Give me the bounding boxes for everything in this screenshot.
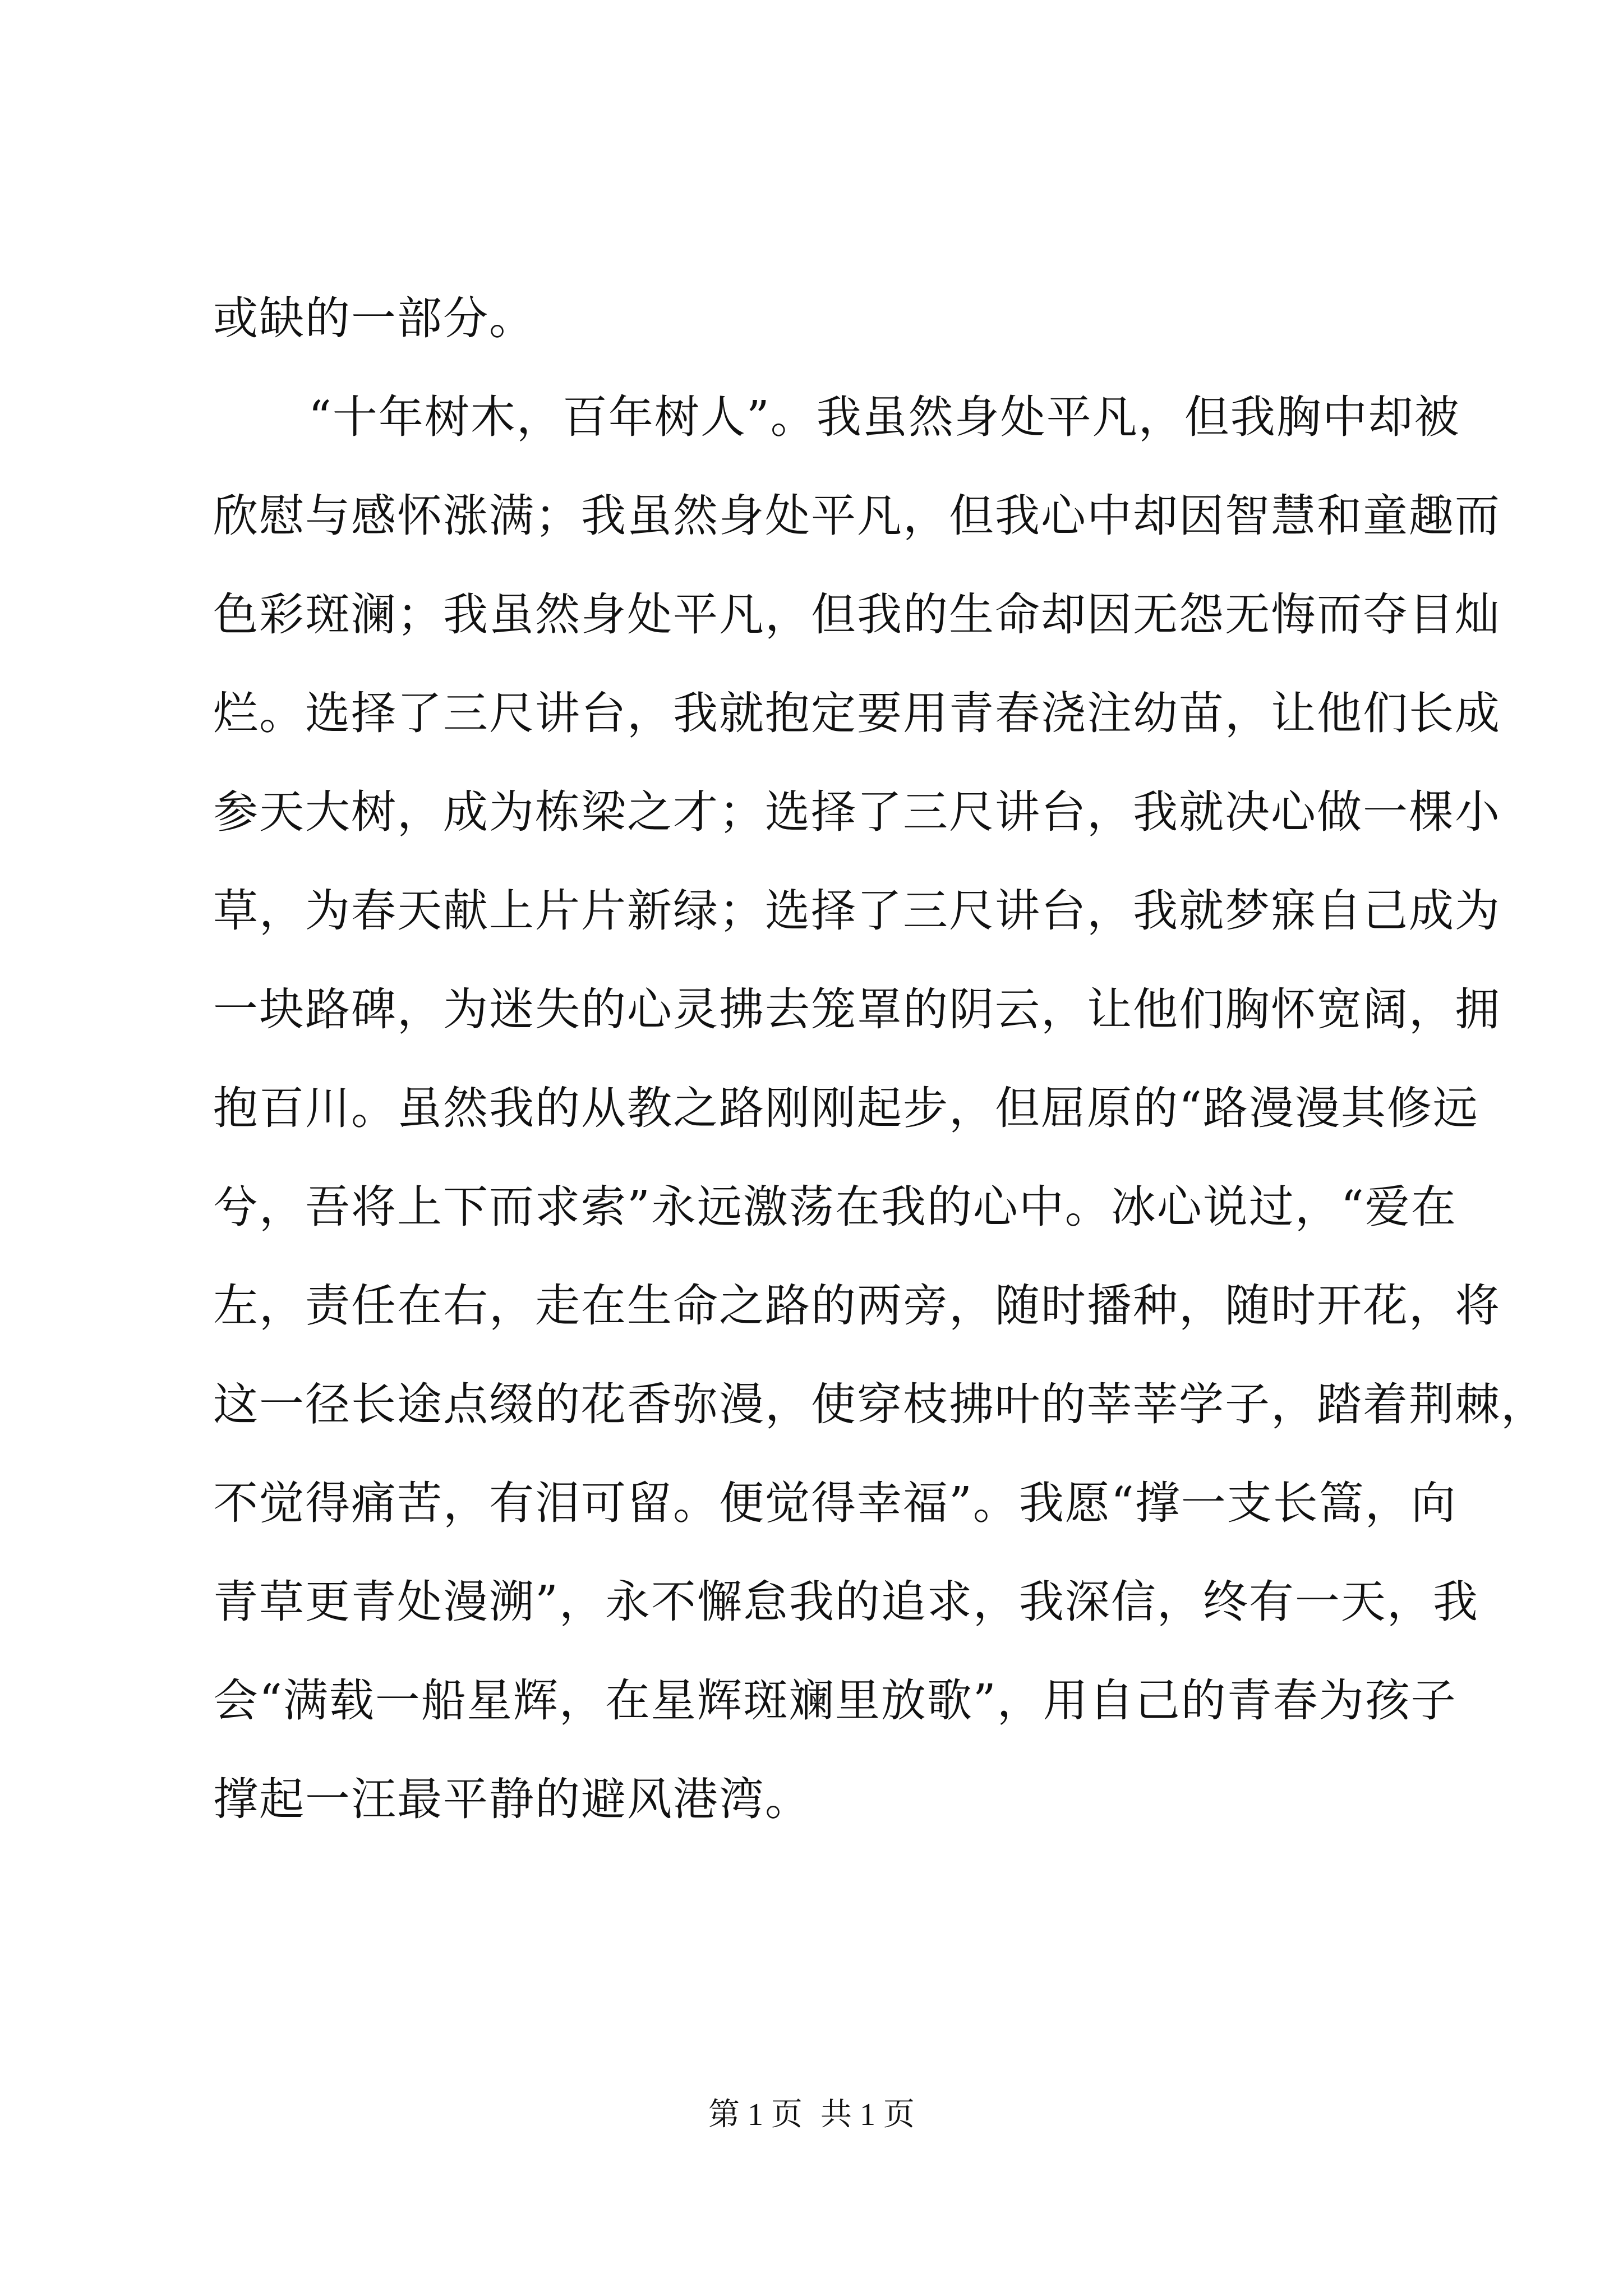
- paragraph-first-line: “十年树木，百年树人”。我虽然身处平凡，但我胸中却被: [308, 391, 1460, 443]
- text-line: 欣慰与感怀涨满；我虽然身处平凡，但我心中却因智慧和童趣而: [213, 490, 1501, 542]
- document-body: [213, 269, 1547, 1849]
- text-line: 左，责任在右，走在生命之路的两旁，随时播种，随时开花，将: [213, 1280, 1501, 1332]
- text-line: 撑起一汪最平静的避风港湾。: [213, 1773, 811, 1825]
- text-line: 会“满载一船星辉，在星辉斑斓里放歌”，用自己的青春为孩子: [213, 1674, 1457, 1727]
- text-line: 或缺的一部分。: [213, 292, 535, 344]
- text-line: 青草更青处漫溯”，永不懈怠我的追求，我深信，终有一天，我: [213, 1576, 1479, 1628]
- text-line: 这一径长途点缀的花香弥漫，使穿枝拂叶的莘莘学子，踏着荆棘，: [213, 1378, 1547, 1430]
- text-line: 兮，吾将上下而求索”永远激荡在我的心中。冰心说过，“爱在: [213, 1181, 1457, 1233]
- text-line: 草，为春天献上片片新绿；选择了三尺讲台，我就梦寐自己成为: [213, 885, 1501, 937]
- text-line: 色彩斑澜；我虽然身处平凡，但我的生命却因无怨无悔而夺目灿: [213, 588, 1501, 641]
- text-line: 一块路碑，为迷失的心灵拂去笼罩的阴云，让他们胸怀宽阔，拥: [213, 983, 1501, 1036]
- text-line: 抱百川。虽然我的从教之路刚刚起步，但屈原的“路漫漫其修远: [213, 1082, 1479, 1134]
- page-number: 第 1 页: [708, 2097, 803, 2132]
- text-line: 烂。选择了三尺讲台，我就抱定要用青春浇注幼苗，让他们长成: [213, 687, 1501, 739]
- page-total: 共 1 页: [820, 2097, 915, 2132]
- text-line: 不觉得痛苦，有泪可留。便觉得幸福”。我愿“撑一支长篙，向: [213, 1477, 1457, 1529]
- page-footer: [0, 2092, 1623, 2137]
- text-line: 参天大树，成为栋梁之才；选择了三尺讲台，我就决心做一棵小: [213, 786, 1501, 838]
